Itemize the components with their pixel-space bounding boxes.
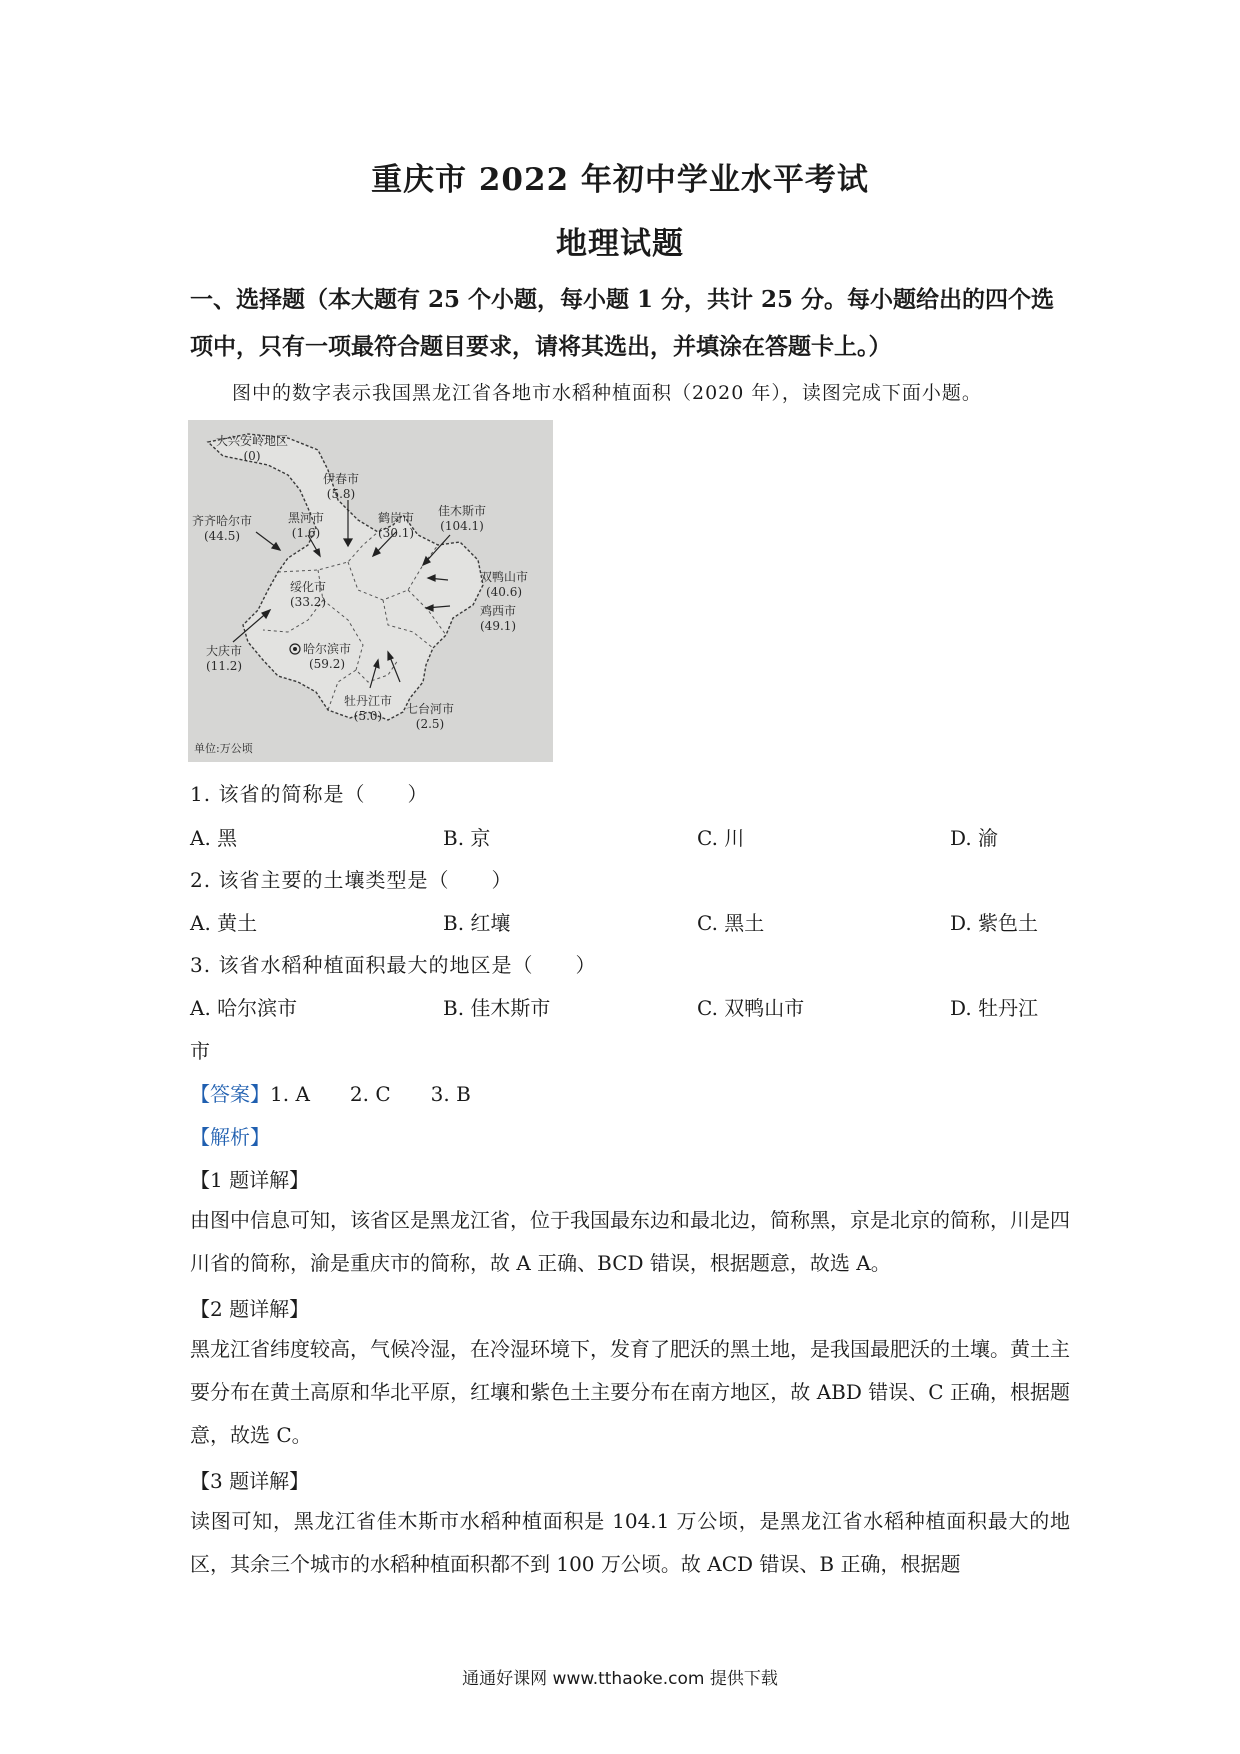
analysis-2-text: 黑龙江省纬度较高，气候冷湿，在冷湿环境下，发育了肥沃的黑土地，是我国最肥沃的土壤。黄土主要分布在黄土高原和华北平原，红壤和紫色土主要分布在南方地区，故 ABD 错误、C 正确，根据题意，故选 C。 [190,1337,1070,1447]
option-a[interactable]: A. 黑 [190,826,238,850]
option-b[interactable]: B. 京 [443,826,491,850]
map-label-daqing [206,644,242,674]
option-a[interactable]: A. 哈尔滨市 [190,996,298,1020]
analysis-1-heading: 【1 题详解】 [190,1168,310,1192]
region-value: (5.8) [326,487,356,501]
region-name: 鸡西市 [480,604,517,618]
option-a[interactable]: A. 黄土 [190,911,258,935]
section-heading: 一、选择题（本大题有 25 个小题，每小题 1 分，共计 25 分。每小题给出的四个选项中，只有一项最符合题目要求，请将其选出，并填涂在答题卡上。） [190,286,1055,360]
question-2-stem: 2. 该省主要的土壤类型是（ ） [190,868,513,892]
region-name: 七台河市 [406,702,455,716]
option-d[interactable]: D. 牡丹江 [950,996,1039,1020]
map-label-shuangyashan [480,570,528,600]
option-b[interactable]: B. 红壤 [443,911,511,935]
map-label-hegang [378,511,414,541]
answer-tag: 【答案】 [190,1082,270,1106]
page-footer: 通通好课网 www.tthaoke.com 提供下载 [462,1669,778,1689]
region-value: (33.2) [290,595,327,609]
region-name: 伊春市 [323,472,360,486]
map-unit-label: 单位:万公顷 [194,742,253,755]
page-title: 重庆市 2022 年初中学业水平考试 [371,162,869,198]
analysis-3-text: 读图可知，黑龙江省佳木斯市水稻种植面积是 104.1 万公顷，是黑龙江省水稻种植面积最大的地区，其余三个城市的水稻种植面积都不到 100 万公顷。故 ACD 错误、B 正确，根据题 [190,1509,1070,1576]
region-name: 佳木斯市 [438,504,487,518]
region-value: (49.1) [480,619,517,633]
region-value: (59.2) [308,657,346,671]
analysis-2-heading: 【2 题详解】 [190,1297,310,1321]
region-value: (40.6) [485,585,523,599]
region-value: (1.6) [291,526,321,540]
map-label-harbin [303,642,351,672]
region-name: 双鸭山市 [480,570,529,584]
region-value: (30.1) [378,526,415,540]
map-label-daxinganling [216,434,288,464]
map-label-jixi [480,604,516,634]
question-3-option-wrap: 市 [190,1039,210,1063]
region-value: (2.5) [415,717,445,731]
option-c[interactable]: C. 双鸭山市 [697,996,805,1020]
analysis-1-text: 由图中信息可知，该省区是黑龙江省，位于我国最东边和最北边，简称黑，京是北京的简称，川是四川省的简称，渝是重庆市的简称，故 A 正确、BCD 错误，根据题意，故选 A。 [190,1208,1070,1275]
region-value: (44.5) [203,529,241,543]
region-value: (11.2) [206,659,243,673]
option-d[interactable]: D. 紫色土 [950,911,1039,935]
answer-text: 1. A 2. C 3. B [270,1082,471,1106]
region-name: 牡丹江市 [344,694,393,708]
region-name: 哈尔滨市 [303,642,352,656]
map-label-qitaihe [406,702,454,732]
region-name: 大兴安岭地区 [216,434,289,448]
option-d[interactable]: D. 渝 [950,826,999,850]
map-label-mudanjiang [344,694,392,724]
region-name: 黑河市 [288,511,325,525]
question-1-stem: 1. 该省的简称是（ ） [190,782,429,806]
region-name: 齐齐哈尔市 [192,514,253,528]
analysis-3-heading: 【3 题详解】 [190,1469,310,1493]
map-label-jiamusi [438,504,486,534]
question-3-stem: 3. 该省水稻种植面积最大的地区是（ ） [190,953,597,977]
map-label-heihe [288,511,324,541]
analysis-tag: 【解析】 [190,1125,270,1149]
option-b[interactable]: B. 佳木斯市 [443,996,551,1020]
map-label-yichun [323,472,359,502]
region-name: 绥化市 [290,580,327,594]
region-value: (0) [243,449,261,463]
map-label-suihua [290,580,326,610]
region-value: (5.0) [353,709,383,723]
page-subtitle: 地理试题 [556,226,684,262]
map-label-qiqihar [192,514,252,544]
region-name: 鹤岗市 [378,511,415,525]
option-c[interactable]: C. 川 [697,826,745,850]
option-c[interactable]: C. 黑土 [697,911,765,935]
question-intro: 图中的数字表示我国黑龙江省各地市水稻种植面积（2020 年），读图完成下面小题。 [232,382,982,404]
region-value: (104.1) [440,519,484,533]
answer-line [190,1078,471,1107]
region-name: 大庆市 [206,644,243,658]
heilongjiang-rice-map [188,420,553,762]
